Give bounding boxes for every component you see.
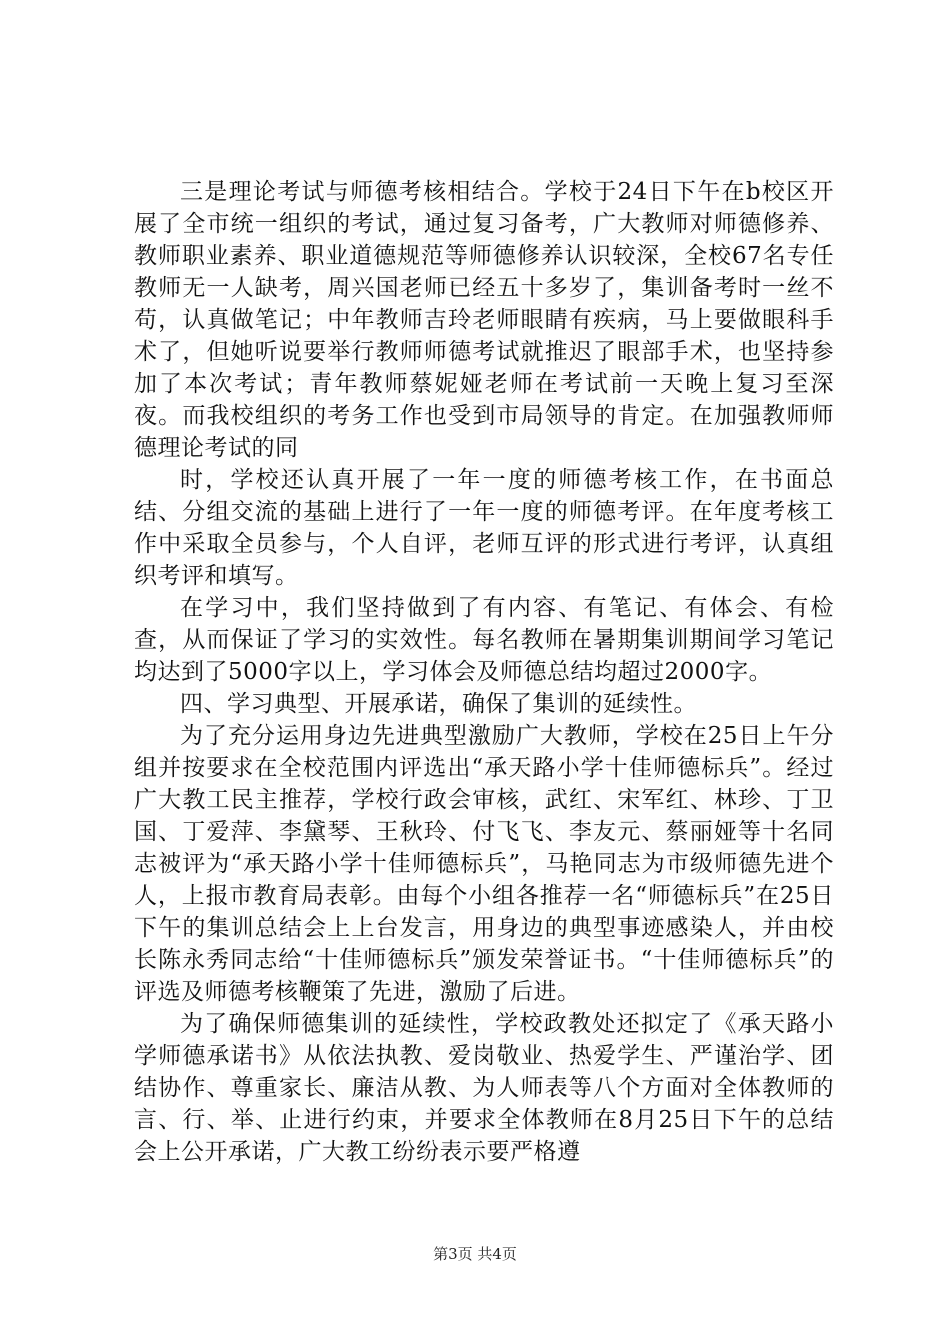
paragraph-study-effectiveness: 在学习中，我们坚持做到了有内容、有笔记、有体会、有检查，从而保证了学习的实效性。每名教师在暑期集训期间学习笔记均达到了5000字以上，学习体会及师德总结均超过2000字。 bbox=[134, 595, 834, 685]
document-body bbox=[134, 176, 834, 1168]
paragraph-annual-assessment: 时，学校还认真开展了一年一度的师德考核工作，在书面总结、分组交流的基础上进行了一年一度的师德考评。在年度考核工作中采取全员参与，个人自评，老师互评的形式进行考评，认真组织考评和填写。 bbox=[134, 467, 834, 589]
section-heading-four: 四、学习典型、开展承诺，确保了集训的延续性。 bbox=[180, 691, 697, 717]
paragraph-model-teachers: 为了充分运用身边先进典型激励广大教师，学校在25日上午分组并按要求在全校范围内评选出“承天路小学十佳师德标兵”。经过广大教工民主推荐，学校行政会审核，武红、宋军红、林珍、丁卫国、丁爱萍、李黛琴、王秋玲、付飞飞、李友元、蔡丽娅等十名同志被评为“承天路小学十佳师德标兵”，马艳同志为市级师德先进个人，上报市教育局表彰。由每个小组各推荐一名“师德标兵”在25日下午的集训总结会上上台发言，用身边的典型事迹感染人，并由校长陈永秀同志给“十佳师德标兵”颁发荣誉证书。“十佳师德标兵”的评选及师德考核鞭策了先进，激励了后进。 bbox=[134, 723, 834, 1005]
paragraph-commitment: 为了确保师德集训的延续性，学校政教处还拟定了《承天路小学师德承诺书》从依法执教、爱岗敬业、热爱学生、严谨治学、团结协作、尊重家长、廉洁从教、为人师表等八个方面对全体教师的言、行、举、止进行约束，并要求全体教师在8月25日下午的总结会上公开承诺，广大教工纷纷表示要严格遵 bbox=[134, 1011, 834, 1165]
page-number-footer: 第3页 共4页 bbox=[433, 1245, 517, 1263]
paragraph-exam-and-assessment: 三是理论考试与师德考核相结合。学校于24日下午在b校区开展了全市统一组织的考试，通过复习备考，广大教师对师德修养、教师职业素养、职业道德规范等师德修养认识较深，全校67名专任教师无一人缺考，周兴国老师已经五十多岁了，集训备考时一丝不苟，认真做笔记；中年教师吉玲老师眼睛有疾病，马上要做眼科手术了，但她听说要举行教师师德考试就推迟了眼部手术，也坚持参加了本次考试；青年教师蔡妮娅老师在考试前一天晚上复习至深夜。而我校组织的考务工作也受到市局领导的肯定。在加强教师师德理论考试的同 bbox=[134, 179, 834, 461]
